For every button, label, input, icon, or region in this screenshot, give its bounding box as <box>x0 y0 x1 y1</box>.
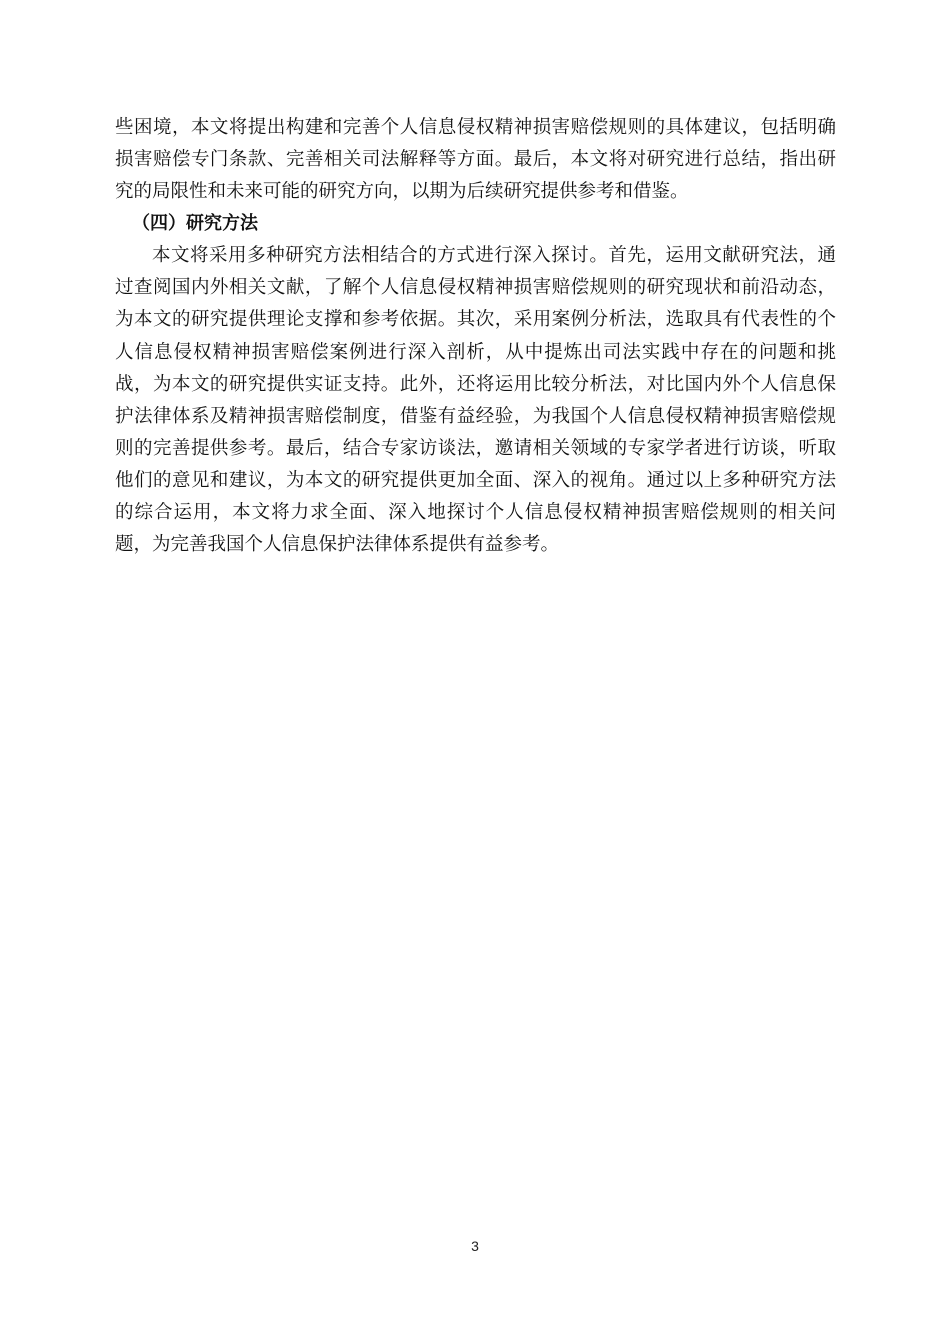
section-heading: （四）研究方法 <box>132 213 258 235</box>
document-page <box>115 112 836 561</box>
paragraph-research-methods: 本文将采用多种研究方法相结合的方式进行深入探讨。首先，运用文献研究法，通过查阅国内外相关文献，了解个人信息侵权精神损害赔偿规则的研究现状和前沿动态，为本文的研究提供理论支撑和参考依据。其次，采用案例分析法，选取具有代表性的个人信息侵权精神损害赔偿案例进行深入剖析，从中提炼出司法实践中存在的问题和挑战，为本文的研究提供实证支持。此外，还将运用比较分析法，对比国内外个人信息保护法律体系及精神损害赔偿制度，借鉴有益经验，为我国个人信息侵权精神损害赔偿规则的完善提供参考。最后，结合专家访谈法，邀请相关领域的专家学者进行访谈，听取他们的意见和建议，为本文的研究提供更加全面、深入的视角。通过以上多种研究方法的综合运用，本文将力求全面、深入地探讨个人信息侵权精神损害赔偿规则的相关问题，为完善我国个人信息保护法律体系提供有益参考。 <box>115 245 836 556</box>
page-number: 3 <box>471 1238 479 1254</box>
paragraph-continued: 些困境，本文将提出构建和完善个人信息侵权精神损害赔偿规则的具体建议，包括明确损害赔偿专门条款、完善相关司法解释等方面。最后，本文将对研究进行总结，指出研究的局限性和未来可能的研究方向，以期为后续研究提供参考和借鉴。 <box>115 117 836 203</box>
